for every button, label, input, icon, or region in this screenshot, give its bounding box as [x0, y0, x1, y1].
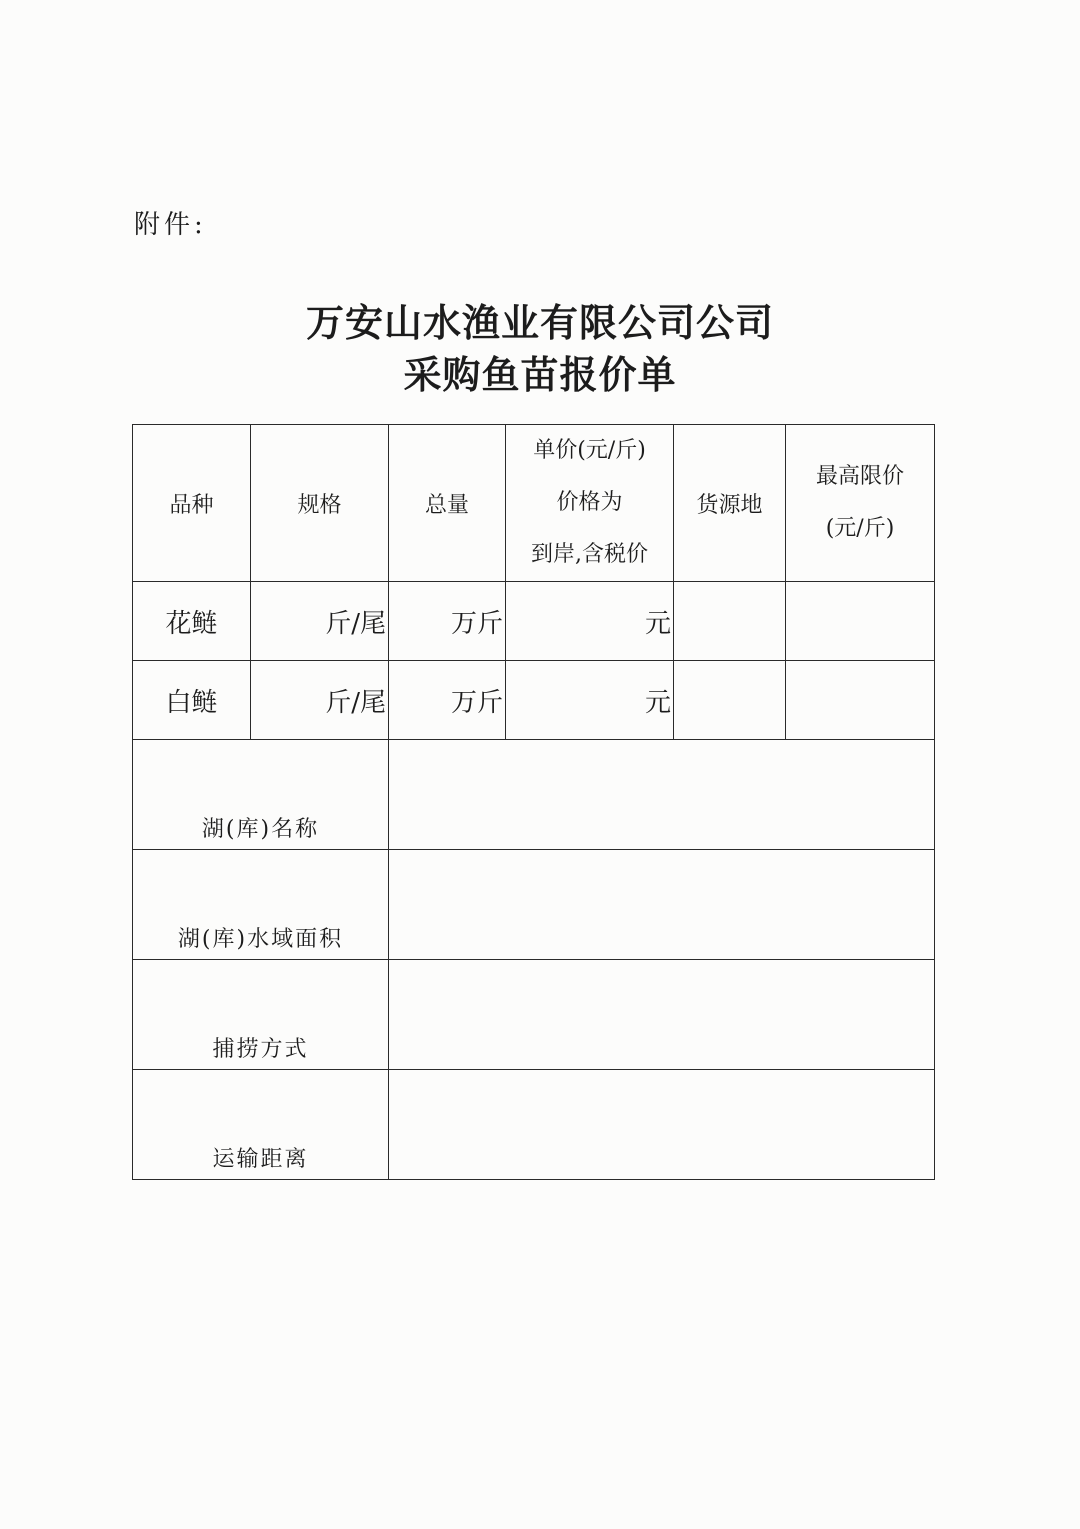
header-unit-price-line1: 单价(元/斤)	[533, 438, 646, 463]
spec-cell[interactable]: 斤/尾	[251, 661, 389, 740]
table-header-row	[133, 425, 935, 582]
unit-price-cell[interactable]: 元	[506, 661, 674, 740]
header-origin: 货源地	[674, 425, 786, 582]
info-label: 湖(库)水域面积	[133, 850, 389, 960]
header-unit-price	[506, 425, 674, 582]
info-value-field[interactable]	[389, 1070, 935, 1180]
info-row-transport-distance	[133, 1070, 935, 1180]
variety-cell: 白鲢	[133, 661, 251, 740]
unit-price-cell[interactable]: 元	[506, 582, 674, 661]
info-value-field[interactable]	[389, 740, 935, 850]
origin-cell[interactable]	[674, 582, 786, 661]
header-total: 总量	[389, 425, 506, 582]
header-spec: 规格	[251, 425, 389, 582]
info-value-field[interactable]	[389, 850, 935, 960]
max-price-cell[interactable]	[786, 582, 935, 661]
info-value-field[interactable]	[389, 960, 935, 1070]
total-cell[interactable]: 万斤	[389, 661, 506, 740]
spec-cell[interactable]: 斤/尾	[251, 582, 389, 661]
title-line-company: 万安山水渔业有限公司公司	[305, 300, 774, 345]
document-title	[0, 300, 1080, 398]
info-label: 湖(库)名称	[133, 740, 389, 850]
info-row-water-area	[133, 850, 935, 960]
header-unit-price-line3: 到岸,含税价	[531, 542, 648, 567]
info-row-lake-name	[133, 740, 935, 850]
annex-label: 附件:	[134, 210, 207, 240]
info-label: 捕捞方式	[133, 960, 389, 1070]
total-cell[interactable]: 万斤	[389, 582, 506, 661]
info-row-fishing-method	[133, 960, 935, 1070]
header-max-price-line2: (元/斤)	[825, 516, 895, 541]
variety-cell: 花鲢	[133, 582, 251, 661]
info-label: 运输距离	[133, 1070, 389, 1180]
header-unit-price-line2: 价格为	[556, 490, 623, 515]
header-max-price-line1: 最高限价	[815, 464, 904, 489]
table-row	[133, 582, 935, 661]
origin-cell[interactable]	[674, 661, 786, 740]
quote-table	[132, 424, 935, 1180]
header-max-price	[786, 425, 935, 582]
max-price-cell[interactable]	[786, 661, 935, 740]
header-variety: 品种	[133, 425, 251, 582]
table-row	[133, 661, 935, 740]
title-line-form: 采购鱼苗报价单	[403, 352, 677, 397]
